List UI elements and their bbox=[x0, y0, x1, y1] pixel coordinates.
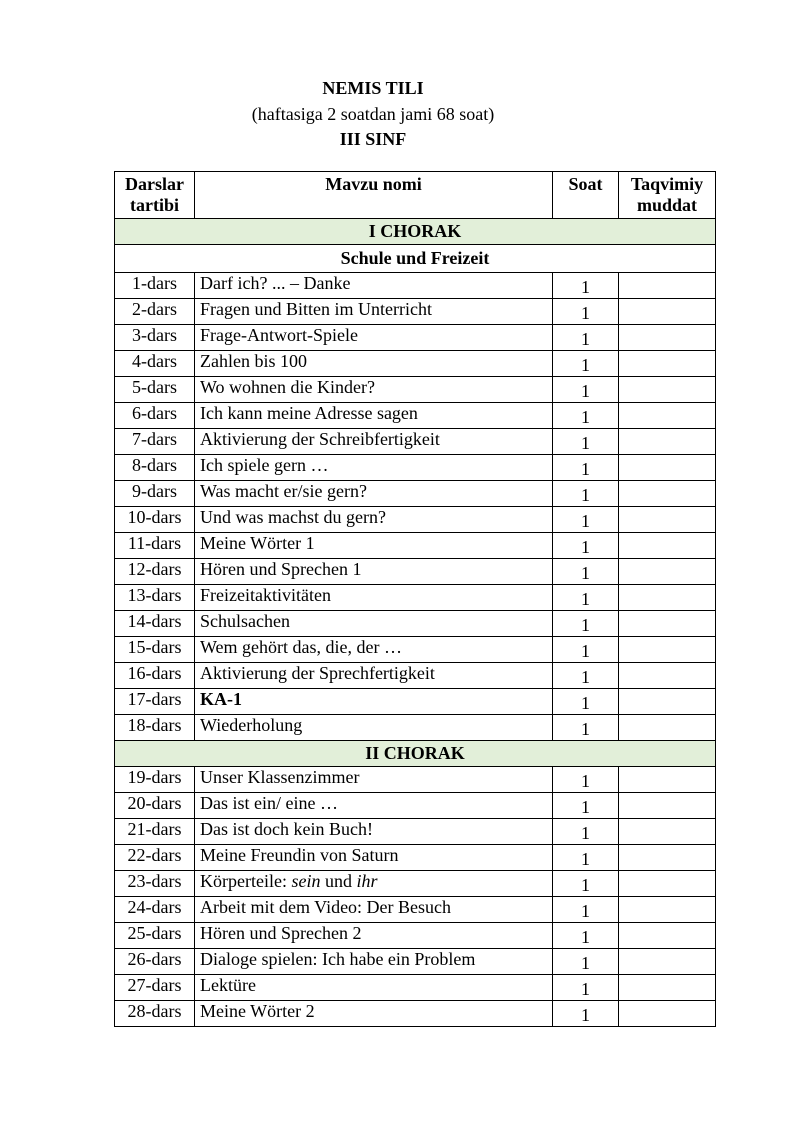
lesson-number: 25-dars bbox=[115, 923, 195, 949]
document-header bbox=[0, 76, 746, 153]
lesson-schedule-cell bbox=[619, 637, 716, 663]
header-schedule: Taqvimiy muddat bbox=[619, 172, 716, 219]
lesson-number: 8-dars bbox=[115, 455, 195, 481]
lesson-schedule-cell bbox=[619, 689, 716, 715]
lesson-topic bbox=[195, 663, 553, 689]
lesson-topic bbox=[195, 273, 553, 299]
lesson-number: 20-dars bbox=[115, 793, 195, 819]
lesson-schedule-cell bbox=[619, 845, 716, 871]
lesson-number: 10-dars bbox=[115, 507, 195, 533]
lesson-topic-text: Hören und Sprechen 2 bbox=[200, 923, 362, 943]
table-row bbox=[115, 897, 716, 923]
table-row bbox=[115, 1001, 716, 1027]
lesson-schedule-cell bbox=[619, 897, 716, 923]
lesson-topic-text: Lektüre bbox=[200, 975, 256, 995]
table-row bbox=[115, 923, 716, 949]
lesson-hours: 1 bbox=[553, 377, 619, 403]
lesson-hours: 1 bbox=[553, 663, 619, 689]
lesson-topic-text: Und was machst du gern? bbox=[200, 507, 386, 527]
table-row bbox=[115, 715, 716, 741]
lesson-number: 19-dars bbox=[115, 767, 195, 793]
table-row bbox=[115, 351, 716, 377]
lesson-topic bbox=[195, 819, 553, 845]
lesson-topic bbox=[195, 949, 553, 975]
lesson-number: 3-dars bbox=[115, 325, 195, 351]
table-row bbox=[115, 611, 716, 637]
unit-label: Schule und Freizeit bbox=[115, 245, 716, 273]
lesson-hours: 1 bbox=[553, 559, 619, 585]
lesson-topic-text: Aktivierung der Schreibfertigkeit bbox=[200, 429, 440, 449]
table-row bbox=[115, 403, 716, 429]
document-title: NEMIS TILI bbox=[322, 78, 424, 98]
lesson-topic-text: Meine Wörter 2 bbox=[200, 1001, 315, 1021]
grade-label: III SINF bbox=[339, 129, 407, 149]
lesson-topic-italic: sein bbox=[291, 871, 321, 891]
lesson-topic bbox=[195, 975, 553, 1001]
lesson-topic-text: Fragen und Bitten im Unterricht bbox=[200, 299, 432, 319]
lesson-topic-text: KA-1 bbox=[200, 689, 242, 709]
lesson-schedule-cell bbox=[619, 923, 716, 949]
lesson-topic-text: Das ist ein/ eine … bbox=[200, 793, 338, 813]
lesson-hours: 1 bbox=[553, 403, 619, 429]
lesson-hours: 1 bbox=[553, 611, 619, 637]
table-row bbox=[115, 481, 716, 507]
lesson-topic bbox=[195, 377, 553, 403]
lesson-topic bbox=[195, 637, 553, 663]
lesson-topic-text: Dialoge spielen: Ich habe ein Problem bbox=[200, 949, 476, 969]
lesson-topic-text: Ich spiele gern … bbox=[200, 455, 329, 475]
table-row bbox=[115, 377, 716, 403]
lesson-schedule-cell bbox=[619, 455, 716, 481]
lesson-topic bbox=[195, 689, 553, 715]
lesson-schedule-cell bbox=[619, 377, 716, 403]
lesson-schedule-cell bbox=[619, 715, 716, 741]
table-header-row bbox=[115, 172, 716, 219]
lesson-topic bbox=[195, 351, 553, 377]
lesson-number: 5-dars bbox=[115, 377, 195, 403]
lesson-topic-italic: ihr bbox=[356, 871, 378, 891]
lesson-hours: 1 bbox=[553, 949, 619, 975]
lesson-topic bbox=[195, 845, 553, 871]
table-row bbox=[115, 325, 716, 351]
lesson-hours: 1 bbox=[553, 585, 619, 611]
table-row bbox=[115, 533, 716, 559]
header-hours: Soat bbox=[553, 172, 619, 219]
lesson-topic-text: Meine Wörter 1 bbox=[200, 533, 315, 553]
lesson-number: 26-dars bbox=[115, 949, 195, 975]
lesson-topic-text: Wiederholung bbox=[200, 715, 303, 735]
lesson-hours: 1 bbox=[553, 767, 619, 793]
lesson-topic-text: Arbeit mit dem Video: Der Besuch bbox=[200, 897, 452, 917]
lesson-topic-text: Darf ich? ... – Danke bbox=[200, 273, 351, 293]
lesson-topic bbox=[195, 299, 553, 325]
lesson-number: 9-dars bbox=[115, 481, 195, 507]
lesson-schedule-cell bbox=[619, 819, 716, 845]
lesson-topic-text: Unser Klassenzimmer bbox=[200, 767, 360, 787]
lesson-number: 22-dars bbox=[115, 845, 195, 871]
lesson-schedule-cell bbox=[619, 273, 716, 299]
table-row bbox=[115, 871, 716, 897]
header-topic: Mavzu nomi bbox=[195, 172, 553, 219]
lesson-schedule-cell bbox=[619, 507, 716, 533]
lesson-schedule-cell bbox=[619, 481, 716, 507]
quarter-row bbox=[115, 741, 716, 767]
lesson-schedule-cell bbox=[619, 949, 716, 975]
table-row bbox=[115, 845, 716, 871]
lesson-number: 16-dars bbox=[115, 663, 195, 689]
table-row bbox=[115, 585, 716, 611]
lesson-hours: 1 bbox=[553, 507, 619, 533]
lesson-topic-text: Schulsachen bbox=[200, 611, 290, 631]
lesson-hours: 1 bbox=[553, 429, 619, 455]
lesson-topic bbox=[195, 481, 553, 507]
lesson-topic bbox=[195, 793, 553, 819]
lesson-topic-text: Wo wohnen die Kinder? bbox=[200, 377, 375, 397]
lesson-topic-text: Hören und Sprechen 1 bbox=[200, 559, 362, 579]
lesson-hours: 1 bbox=[553, 923, 619, 949]
table-row bbox=[115, 299, 716, 325]
lesson-schedule-cell bbox=[619, 611, 716, 637]
table-body bbox=[115, 219, 716, 1027]
table-row bbox=[115, 949, 716, 975]
lesson-schedule-cell bbox=[619, 559, 716, 585]
lesson-topic bbox=[195, 585, 553, 611]
document-subtitle: (haftasiga 2 soatdan jami 68 soat) bbox=[251, 103, 495, 124]
lesson-topic-text: Frage-Antwort-Spiele bbox=[200, 325, 358, 345]
table-row bbox=[115, 663, 716, 689]
lesson-topic-text: Das ist doch kein Buch! bbox=[200, 819, 373, 839]
lesson-topic-text: Was macht er/sie gern? bbox=[200, 481, 367, 501]
table-row bbox=[115, 767, 716, 793]
lesson-topic-text: Wem gehört das, die, der … bbox=[200, 637, 402, 657]
lesson-topic bbox=[195, 871, 553, 897]
lesson-schedule-cell bbox=[619, 663, 716, 689]
lesson-hours: 1 bbox=[553, 481, 619, 507]
table-row bbox=[115, 689, 716, 715]
table-row bbox=[115, 975, 716, 1001]
lesson-topic bbox=[195, 403, 553, 429]
lesson-hours: 1 bbox=[553, 793, 619, 819]
table-row bbox=[115, 429, 716, 455]
lesson-topic bbox=[195, 507, 553, 533]
lesson-hours: 1 bbox=[553, 897, 619, 923]
table-row bbox=[115, 455, 716, 481]
lesson-number: 24-dars bbox=[115, 897, 195, 923]
lesson-number: 1-dars bbox=[115, 273, 195, 299]
lesson-number: 4-dars bbox=[115, 351, 195, 377]
table-row bbox=[115, 273, 716, 299]
lesson-topic-text: Freizeitaktivitäten bbox=[200, 585, 331, 605]
lesson-topic bbox=[195, 559, 553, 585]
table-row bbox=[115, 559, 716, 585]
lesson-schedule-cell bbox=[619, 299, 716, 325]
lesson-number: 21-dars bbox=[115, 819, 195, 845]
lesson-topic bbox=[195, 767, 553, 793]
lesson-topic-text: Körperteile: bbox=[200, 871, 292, 891]
lesson-topic bbox=[195, 429, 553, 455]
lesson-number: 15-dars bbox=[115, 637, 195, 663]
lesson-topic-text: Aktivierung der Sprechfertigkeit bbox=[200, 663, 435, 683]
lesson-hours: 1 bbox=[553, 455, 619, 481]
header-order: Darslar tartibi bbox=[115, 172, 195, 219]
lesson-topic bbox=[195, 533, 553, 559]
lesson-number: 11-dars bbox=[115, 533, 195, 559]
lesson-number: 6-dars bbox=[115, 403, 195, 429]
lesson-hours: 1 bbox=[553, 325, 619, 351]
lesson-schedule-cell bbox=[619, 871, 716, 897]
lesson-number: 13-dars bbox=[115, 585, 195, 611]
lesson-topic bbox=[195, 455, 553, 481]
lesson-number: 28-dars bbox=[115, 1001, 195, 1027]
lesson-topic bbox=[195, 1001, 553, 1027]
lesson-topic bbox=[195, 897, 553, 923]
lesson-schedule-cell bbox=[619, 403, 716, 429]
lesson-hours: 1 bbox=[553, 299, 619, 325]
lesson-schedule-cell bbox=[619, 975, 716, 1001]
lesson-hours: 1 bbox=[553, 273, 619, 299]
lesson-hours: 1 bbox=[553, 351, 619, 377]
lesson-hours: 1 bbox=[553, 533, 619, 559]
lesson-hours: 1 bbox=[553, 715, 619, 741]
lesson-number: 7-dars bbox=[115, 429, 195, 455]
lesson-schedule-cell bbox=[619, 351, 716, 377]
lesson-number: 18-dars bbox=[115, 715, 195, 741]
lesson-topic-text: und bbox=[320, 871, 357, 891]
table-row bbox=[115, 819, 716, 845]
lesson-hours: 1 bbox=[553, 871, 619, 897]
lesson-topic-text: Meine Freundin von Saturn bbox=[200, 845, 399, 865]
lesson-hours: 1 bbox=[553, 975, 619, 1001]
table-row bbox=[115, 637, 716, 663]
curriculum-table bbox=[114, 171, 716, 1027]
lesson-schedule-cell bbox=[619, 1001, 716, 1027]
unit-row bbox=[115, 245, 716, 273]
table-row bbox=[115, 793, 716, 819]
lesson-schedule-cell bbox=[619, 793, 716, 819]
lesson-hours: 1 bbox=[553, 819, 619, 845]
lesson-schedule-cell bbox=[619, 429, 716, 455]
lesson-hours: 1 bbox=[553, 845, 619, 871]
lesson-number: 12-dars bbox=[115, 559, 195, 585]
lesson-number: 23-dars bbox=[115, 871, 195, 897]
lesson-schedule-cell bbox=[619, 767, 716, 793]
lesson-topic bbox=[195, 611, 553, 637]
lesson-schedule-cell bbox=[619, 325, 716, 351]
lesson-number: 2-dars bbox=[115, 299, 195, 325]
lesson-topic bbox=[195, 923, 553, 949]
lesson-hours: 1 bbox=[553, 1001, 619, 1027]
lesson-number: 27-dars bbox=[115, 975, 195, 1001]
quarter-label: I CHORAK bbox=[115, 219, 716, 245]
lesson-topic-text: Ich kann meine Adresse sagen bbox=[200, 403, 418, 423]
quarter-row bbox=[115, 219, 716, 245]
lesson-schedule-cell bbox=[619, 585, 716, 611]
lesson-number: 14-dars bbox=[115, 611, 195, 637]
table-row bbox=[115, 507, 716, 533]
lesson-topic bbox=[195, 715, 553, 741]
quarter-label: II CHORAK bbox=[115, 741, 716, 767]
lesson-schedule-cell bbox=[619, 533, 716, 559]
lesson-hours: 1 bbox=[553, 689, 619, 715]
lesson-topic bbox=[195, 325, 553, 351]
lesson-number: 17-dars bbox=[115, 689, 195, 715]
lesson-hours: 1 bbox=[553, 637, 619, 663]
lesson-topic-text: Zahlen bis 100 bbox=[200, 351, 307, 371]
